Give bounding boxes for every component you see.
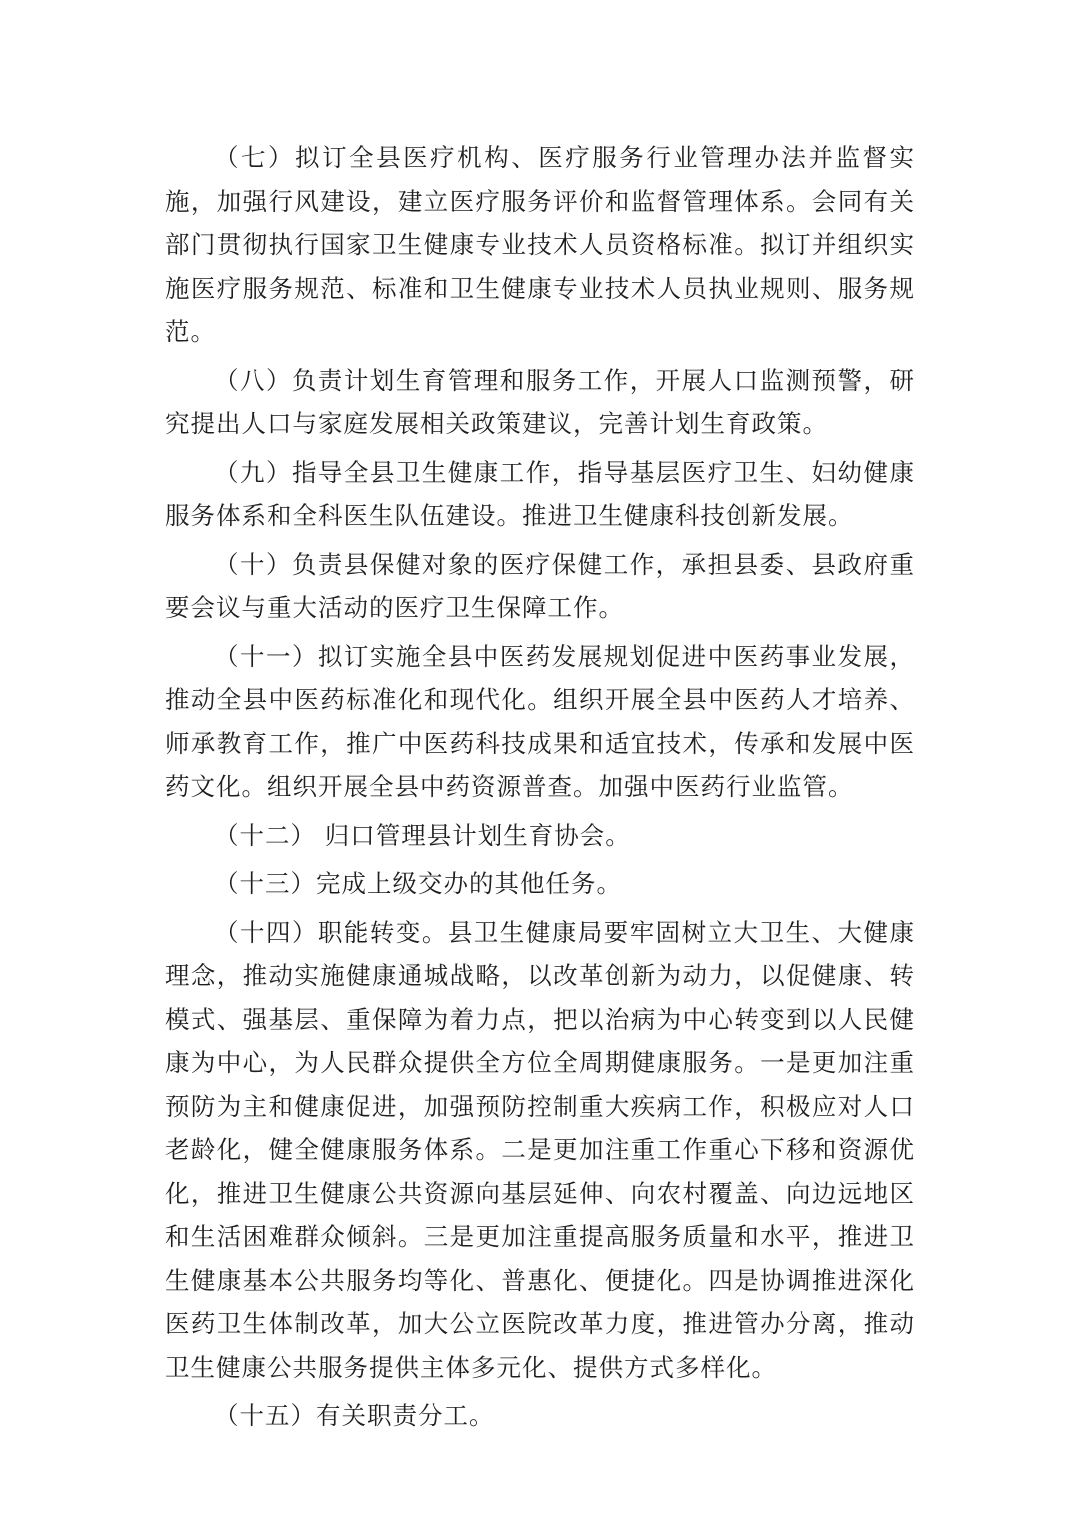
- paragraph-13: （十三）完成上级交办的其他任务。: [214, 869, 622, 898]
- paragraph-10: （十）负责县保健对象的医疗保健工作，承担县委、县政府重要会议与重大活动的医疗卫生保障工作。: [165, 549, 915, 622]
- paragraph-7: （七）拟订全县医疗机构、医疗服务行业管理办法并监督实施，加强行风建设，建立医疗服务评价和监督管理体系。会同有关部门贯彻执行国家卫生健康专业技术人员资格标准。拟订并组织实施医疗服务规范、标准和卫生健康专业技术人员执业规则、服务规范。: [165, 143, 915, 346]
- document-body: [165, 136, 915, 1443]
- paragraph-8: （八）负责计划生育管理和服务工作，开展人口监测预警，研究提出人口与家庭发展相关政策建议，完善计划生育政策。: [165, 365, 915, 438]
- paragraph-15: （十五）有关职责分工。: [214, 1401, 495, 1430]
- paragraph-9: （九）指导全县卫生健康工作，指导基层医疗卫生、妇幼健康服务体系和全科医生队伍建设。推进卫生健康科技创新发展。: [165, 457, 915, 530]
- paragraph-12: （十二） 归口管理县计划生育协会。: [214, 820, 631, 850]
- paragraph-14: （十四）职能转变。县卫生健康局要牢固树立大卫生、大健康理念，推动实施健康通城战略，以改革创新为动力，以促健康、转模式、强基层、重保障为着力点，把以治病为中心转变到以人民健康为中心，为人民群众提供全方位全周期健康服务。一是更加注重预防为主和健康促进，加强预防控制重大疾病工作，积极应对人口老龄化，健全健康服务体系。二是更加注重工作重心下移和资源优化，推进卫生健康公共资源向基层延伸、向农村覆盖、向边远地区和生活困难群众倾斜。三是更加注重提高服务质量和水平，推进卫生健康基本公共服务均等化、普惠化、便捷化。四是协调推进深化医药卫生体制改革，加大公立医院改革力度，推进管办分离，推动卫生健康公共服务提供主体多元化、提供方式多样化。: [165, 917, 915, 1382]
- paragraph-11: （十一）拟订实施全县中医药发展规划促进中医药事业发展，推动全县中医药标准化和现代化。组织开展全县中医药人才培养、师承教育工作，推广中医药科技成果和适宜技术，传承和发展中医药文化。组织开展全县中药资源普查。加强中医药行业监管。: [165, 641, 915, 801]
